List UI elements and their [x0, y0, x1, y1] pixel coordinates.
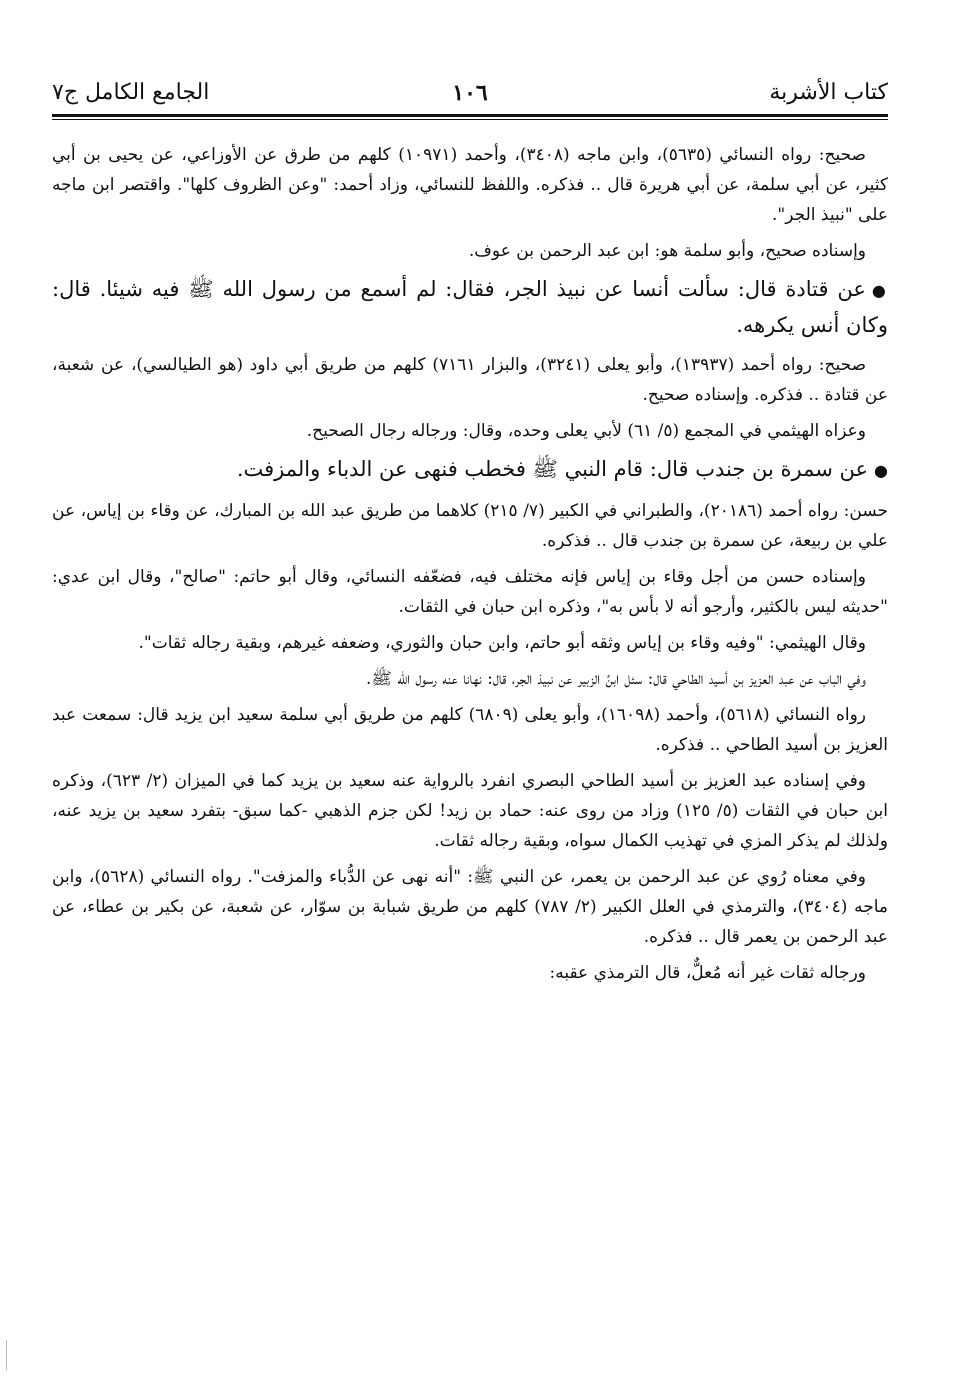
hadith-body: عن سمرة بن جندب قال: قام النبي ﷺ فخطب فنهى عن الدباء والمزفت.: [236, 457, 869, 481]
commentary-paragraph: وفي إسناده عبد العزيز بن أسيد الطاحي البصري انفرد بالرواية عنه سعيد بن يزيد كما في الميزان (٢/ ٦٢٣)، وذكره ابن حبان في الثقات (٥/ ١٢٥) وزاد من روى عنه: حماد بن زيد! لكن جزم الذهبي -كما سبق- بتفرد سعيد بن يزيد عنه، ولذلك لم يذكر المزي في تهذيب الكمال سواه، وبقية رجاله ثقات.: [52, 771, 888, 851]
hadith-text: [52, 272, 888, 342]
commentary-paragraph: حسن: رواه أحمد (٢٠١٨٦)، والطبراني في الكبير (٧/ ٢١٥) كلاهما من طريق عبد الله بن المبارك، عن وقاء بن إياس، عن علي بن ربيعة، عن سمرة بن جندب قال .. فذكره.: [52, 501, 888, 551]
page-body: [52, 140, 888, 1370]
commentary-paragraph: صحيح: رواه النسائي (٥٦٣٥)، وابن ماجه (٣٤٠٨)، وأحمد (١٠٩٧١) كلهم من طرق عن الأوزاعي، عن يحيى بن أبي كثير، عن أبي سلمة، عن أبي هريرة قال .. فذكره. واللفظ للنسائي، وزاد أحمد: "وعن الظروف كلها". واقتصر ابن ماجه على "نبيذ الجر".: [52, 145, 888, 225]
commentary-paragraph: صحيح: رواه أحمد (١٣٩٣٧)، وأبو يعلى (٣٢٤١)، والبزار ٧١٦١) كلهم من طريق أبي داود (هو الطيالسي)، عن شعبة، عن قتادة .. فذكره. وإسناده صحيح.: [52, 355, 888, 405]
book-title: الجامع الكامل ج٧: [52, 80, 210, 105]
commentary-paragraph: ورجاله ثقات غير أنه مُعلٌّ، قال الترمذي عقبه:: [549, 963, 866, 983]
commentary-paragraph: وقال الهيثمي: "وفيه وقاء بن إياس وثقه أبو حاتم، وابن حبان والثوري، وضعفه غيرهم، وبقية رجاله ثقات".: [138, 633, 866, 653]
chapter-title: كتاب الأشربة: [769, 80, 888, 105]
commentary-paragraph: وإسناده حسن من أجل وقاء بن إياس فإنه مختلف فيه، فضعّفه النسائي، وقال أبو حاتم: "صالح"، وقال ابن عدي: "حديثه ليس بالكثير، وأرجو أنه لا بأس به"، وذكره ابن حبان في الثقات.: [52, 567, 888, 617]
margin-mark: [6, 1340, 7, 1370]
header-rule-thin: [52, 119, 888, 120]
hadith-text: [52, 452, 888, 488]
hadith-body: عن قتادة قال: سألت أنسا عن نبيذ الجر، فقال: لم أسمع من رسول الله ﷺ فيه شيئا. قال: وكان أنس يكرهه.: [52, 277, 888, 337]
commentary-paragraph: رواه النسائي (٥٦١٨)، وأحمد (١٦٠٩٨)، وأبو يعلى (٦٨٠٩) كلهم من طريق أبي سلمة سعيد ابن يزيد قال: سمعت عبد العزيز بن أسيد الطاحي .. فذكره.: [52, 705, 888, 755]
commentary-paragraph: وإسناده صحيح، وأبو سلمة هو: ابن عبد الرحمن بن عوف.: [468, 241, 866, 261]
commentary-paragraph: وعزاه الهيثمي في المجمع (٥/ ٦١) لأبي يعلى وحده، وقال: ورجاله رجال الصحيح.: [306, 421, 866, 441]
bullet-icon: ●: [871, 281, 888, 300]
page-number: ١٠٦: [452, 80, 488, 106]
header-rule-thick: [52, 114, 888, 117]
page-header: [52, 78, 888, 116]
commentary-paragraph: وفي معناه رُوي عن عبد الرحمن بن يعمر، عن النبي ﷺ: "أنه نهى عن الدُّباء والمزفت". رواه النسائي (٥٦٢٨)، وابن ماجه (٣٤٠٤)، والترمذي في العلل الكبير (٢/ ٧٨٧) كلهم من طريق شبابة بن سوّار، عن شعبة، عن بكير بن عطاء، عن عبد الرحمن بن يعمر قال .. فذكره.: [52, 867, 888, 947]
bullet-icon: ●: [874, 461, 888, 480]
commentary-paragraph: وفي الباب عن عبد العزيز بن أسيد الطاحي قال: سئل ابنُ الزبير عن نبيذ الجر، قال: نهانا عنه رسول الله ﷺ.: [365, 669, 866, 689]
